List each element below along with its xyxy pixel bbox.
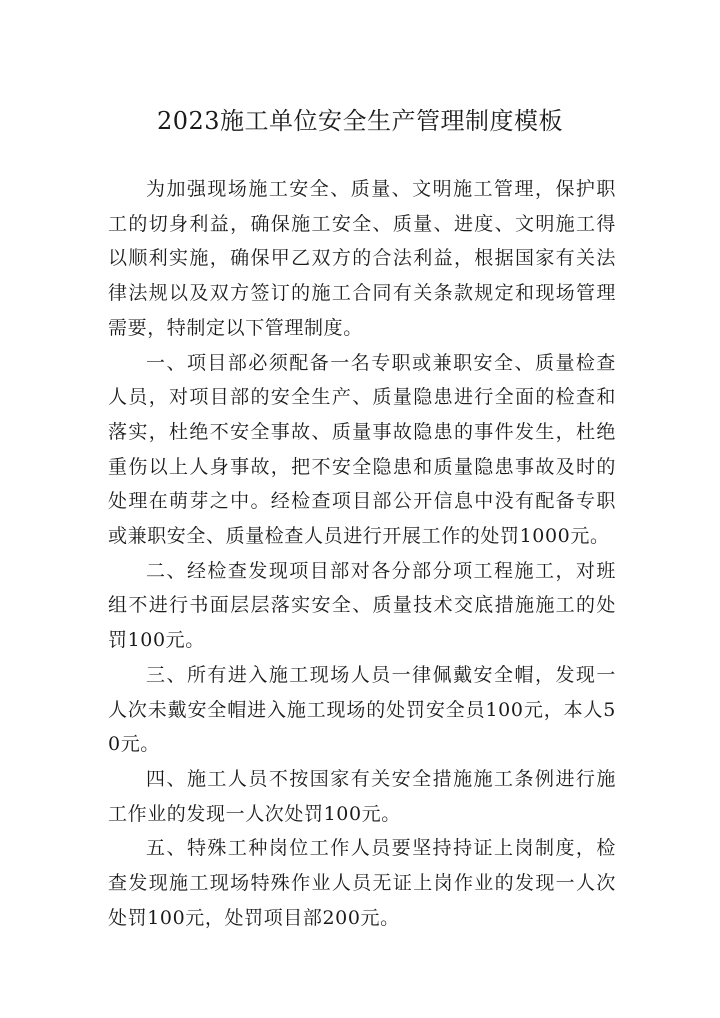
rule-paragraph-2: 二、经检查发现项目部对各分部分项工程施工，对班组不进行书面层层落实安全、质量技术交底措施施工的处罚100元。 bbox=[108, 559, 616, 652]
document-title: 2023施工单位安全生产管理制度模板 bbox=[156, 107, 564, 136]
rule-paragraph-1: 一、项目部必须配备一名专职或兼职安全、质量检查人员，对项目部的安全生产、质量隐患进行全面的检查和落实，杜绝不安全事故、质量事故隐患的事件发生，杜绝重伤以上人身事故，把不安全隐患和质量隐患事故及时的处理在萌芽之中。经检查项目部公开信息中没有配备专职或兼职安全、质量检查人员进行开展工作的处罚1000元。 bbox=[108, 351, 616, 548]
intro-paragraph: 为加强现场施工安全、质量、文明施工管理，保护职工的切身利益，确保施工安全、质量、进度、文明施工得以顺利实施，确保甲乙双方的合法利益，根据国家有关法律法规以及双方签订的施工合同有关条款规定和现场管理需要，特制定以下管理制度。 bbox=[108, 178, 616, 339]
rule-paragraph-4: 四、施工人员不按国家有关安全措施施工条例进行施工作业的发现一人次处罚100元。 bbox=[108, 767, 616, 825]
rule-paragraph-3: 三、所有进入施工现场人员一律佩戴安全帽，发现一人次未戴安全帽进入施工现场的处罚安全员100元，本人50元。 bbox=[108, 663, 616, 756]
document-body bbox=[108, 172, 616, 935]
rule-paragraph-5: 五、特殊工种岗位工作人员要坚持持证上岗制度，检查发现施工现场特殊作业人员无证上岗作业的发现一人次处罚100元，处罚项目部200元。 bbox=[108, 837, 616, 929]
